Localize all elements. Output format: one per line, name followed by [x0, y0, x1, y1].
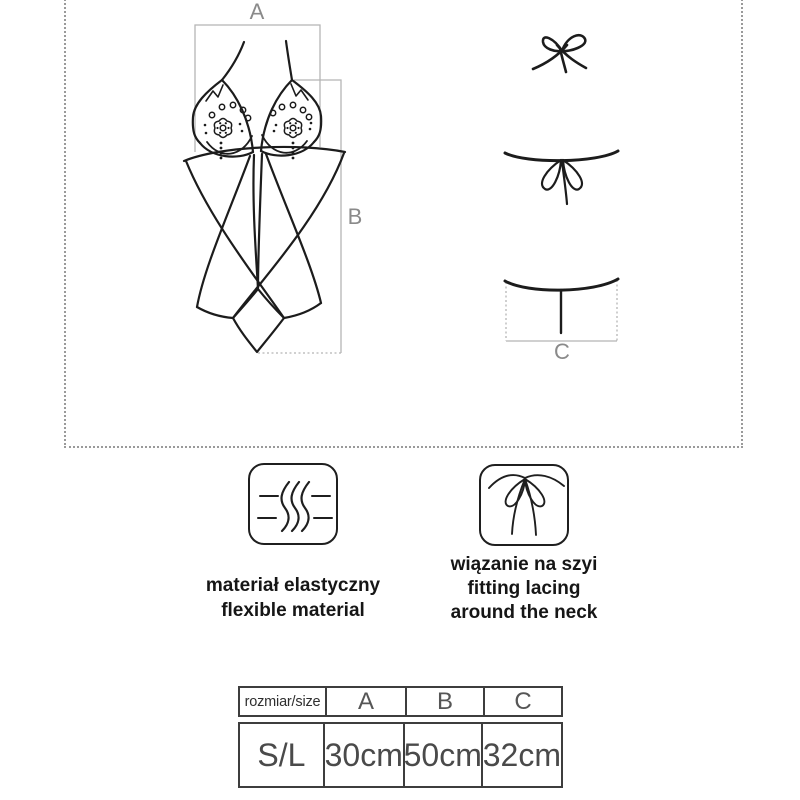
measurement-label-a: A [249, 0, 265, 24]
front-panel-icon [505, 279, 618, 333]
size-table-header-c: C [483, 688, 561, 715]
neck-lacing-icon [479, 464, 569, 546]
caption-line: around the neck [450, 602, 598, 623]
right-strap [286, 41, 292, 80]
neck-tie-bow-icon [505, 151, 618, 204]
size-table-data-row [238, 722, 563, 788]
size-table-cell-size: S/L [257, 736, 306, 773]
size-table-cell-c: 32cm [481, 724, 561, 786]
bracket-b [294, 80, 341, 353]
caption-line: materiał elastyczny [205, 575, 381, 596]
caption-line: wiązanie na szyi [450, 554, 598, 575]
size-table-cell-b: 50cm [403, 724, 481, 786]
lacing-bow-icon [481, 466, 567, 544]
measurement-label-c: C [554, 339, 570, 364]
size-table [238, 686, 563, 788]
size-table-header-b: B [405, 688, 483, 715]
caption-line: flexible material [221, 600, 365, 621]
bodysuit-line-drawing [184, 41, 345, 352]
left-strap [222, 42, 244, 80]
wavy-lines-icon [250, 465, 336, 543]
size-table-header-a: A [325, 688, 405, 715]
measurement-brackets [195, 25, 617, 353]
flexible-material-icon [248, 463, 338, 545]
measurement-label-b: B [347, 204, 363, 229]
size-table-header-size: rozmiar/size [244, 693, 321, 710]
size-table-header-row [238, 686, 563, 717]
feature-caption-flexible-material [198, 573, 388, 623]
panty [233, 289, 284, 352]
size-table-cell-a: 30cm [323, 724, 403, 786]
caption-line: fitting lacing [467, 578, 581, 599]
neck-knot-icon [533, 35, 586, 72]
feature-caption-neck-lacing [429, 553, 619, 625]
